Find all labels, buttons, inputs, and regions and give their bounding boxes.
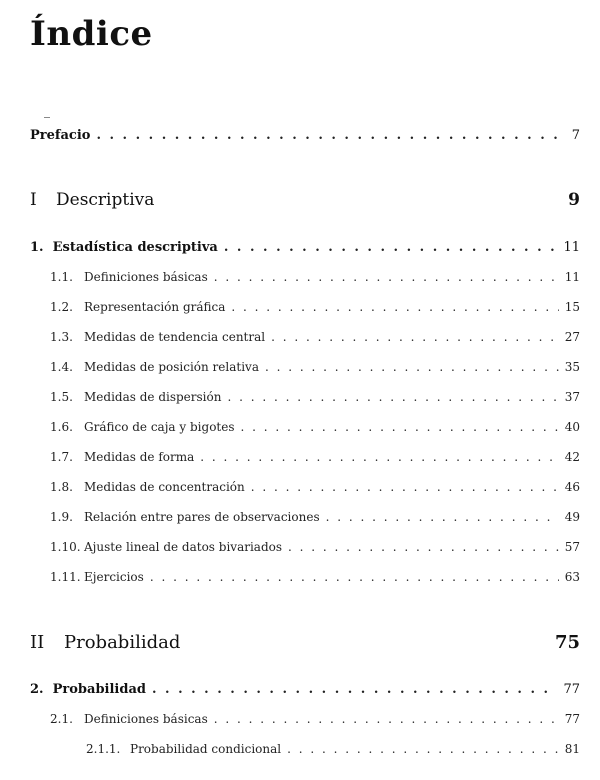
dot-leader [231, 300, 558, 314]
toc-section[interactable] [50, 450, 580, 464]
dot-leader [214, 712, 559, 726]
toc-section[interactable] [50, 390, 580, 404]
dot-leader [271, 330, 559, 344]
chapter-number: 2. [30, 682, 44, 697]
toc-entry-label: Prefacio [30, 128, 91, 143]
chapter-label [30, 240, 218, 255]
toc-section[interactable] [50, 300, 580, 314]
dot-leader [214, 270, 559, 284]
dot-leader [326, 510, 559, 524]
toc-section[interactable] [50, 270, 580, 284]
part-number: I [30, 190, 37, 210]
page-title: Índice [30, 14, 153, 54]
section-number: 1.9. [50, 510, 73, 524]
section-page: 42 [564, 450, 580, 464]
part-title: Probabilidad [64, 632, 181, 653]
chapter-label [30, 682, 146, 697]
toc-section[interactable] [50, 420, 580, 434]
section-title: Definiciones básicas [84, 270, 208, 284]
section-page: 77 [564, 712, 580, 726]
chapter-title: Estadística descriptiva [52, 240, 218, 255]
section-number: 1.10. [50, 540, 81, 554]
section-number: 1.5. [50, 390, 73, 404]
section-page: 46 [564, 480, 580, 494]
section-number: 1.4. [50, 360, 73, 374]
dot-leader [152, 682, 557, 697]
subsection-number: 2.1.1. [86, 742, 121, 756]
toc-section[interactable] [50, 330, 580, 344]
section-title: Gráfico de caja y bigotes [84, 420, 235, 434]
part-title: Descriptiva [56, 190, 155, 210]
dot-leader [224, 240, 558, 255]
chapter-page: 11 [563, 240, 580, 255]
section-title: Definiciones básicas [84, 712, 208, 726]
section-title: Medidas de tendencia central [84, 330, 266, 344]
section-title: Relación entre pares de observaciones [84, 510, 320, 524]
section-page: 57 [564, 540, 580, 554]
toc-entry-prefacio[interactable] [30, 128, 580, 143]
scan-mark [44, 117, 50, 118]
part-page: 75 [554, 632, 580, 653]
subsection-page: 81 [564, 742, 580, 756]
section-page: 27 [564, 330, 580, 344]
toc-part-2[interactable] [30, 632, 580, 653]
dot-leader [200, 450, 558, 464]
dot-leader [251, 480, 559, 494]
section-number: 1.8. [50, 480, 73, 494]
toc-section[interactable] [50, 480, 580, 494]
section-page: 40 [564, 420, 580, 434]
toc-section[interactable] [50, 510, 580, 524]
dot-leader [150, 570, 559, 584]
section-page: 15 [564, 300, 580, 314]
section-page: 49 [564, 510, 580, 524]
section-title: Medidas de forma [84, 450, 195, 464]
section-title: Medidas de posición relativa [84, 360, 259, 374]
section-title: Ejercicios [84, 570, 144, 584]
section-number: 1.2. [50, 300, 73, 314]
toc-part-1[interactable] [30, 190, 580, 210]
dot-leader [287, 742, 559, 756]
section-page: 11 [564, 270, 580, 284]
section-title: Medidas de dispersión [84, 390, 222, 404]
section-number: 1.6. [50, 420, 73, 434]
section-title: Ajuste lineal de datos bivariados [84, 540, 283, 554]
subsection-title: Probabilidad condicional [130, 742, 282, 756]
section-number: 2.1. [50, 712, 73, 726]
toc-entry-page: 7 [571, 128, 580, 143]
dot-leader [288, 540, 559, 554]
dot-leader [96, 128, 565, 143]
section-number: 1.11. [50, 570, 81, 584]
part-number: II [30, 632, 45, 653]
section-title: Representación gráfica [84, 300, 226, 314]
chapter-title: Probabilidad [52, 682, 146, 697]
section-number: 1.1. [50, 270, 73, 284]
toc-chapter-2[interactable] [30, 682, 580, 697]
section-page: 35 [564, 360, 580, 374]
section-page: 37 [564, 390, 580, 404]
toc-section[interactable] [50, 360, 580, 374]
toc-subsection[interactable] [86, 742, 580, 756]
dot-leader [227, 390, 558, 404]
section-number: 1.3. [50, 330, 73, 344]
dot-leader [265, 360, 559, 374]
section-number: 1.7. [50, 450, 73, 464]
toc-section[interactable] [50, 570, 580, 584]
section-page: 63 [564, 570, 580, 584]
chapter-page: 77 [563, 682, 580, 697]
toc-section[interactable] [50, 540, 580, 554]
dot-leader [241, 420, 559, 434]
toc-section[interactable] [50, 712, 580, 726]
chapter-number: 1. [30, 240, 44, 255]
part-page: 9 [568, 190, 580, 210]
section-title: Medidas de concentración [84, 480, 245, 494]
toc-chapter-1[interactable] [30, 240, 580, 255]
